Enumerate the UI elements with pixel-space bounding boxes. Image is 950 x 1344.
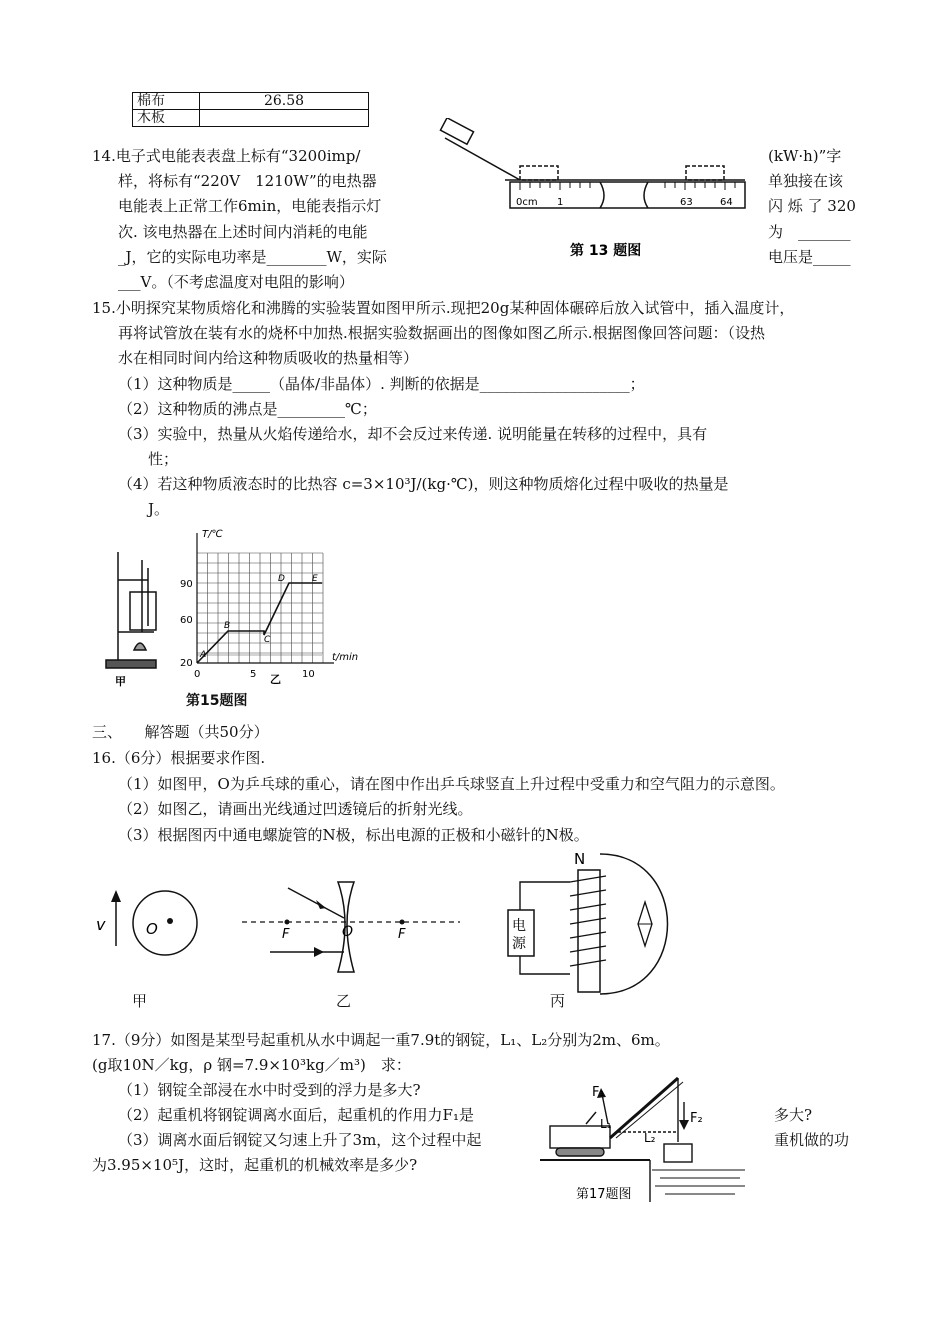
figure-15-apparatus xyxy=(100,540,170,690)
q15-sub-4b: J。 xyxy=(148,500,170,518)
y-tick-60: 60 xyxy=(180,615,193,626)
table-row xyxy=(133,93,369,110)
q15-sub-2: （2）这种物质的沸点是_________℃； xyxy=(118,400,377,418)
ruler-label-63: 63 xyxy=(680,197,693,208)
point-e: E xyxy=(312,574,318,584)
q14-line-1: 14.电子式电能表表盘上标有“3200imp/ xyxy=(92,147,361,165)
crane-tracks xyxy=(556,1148,604,1156)
cart-start xyxy=(520,166,558,180)
q17-sub-2-right: 多大? xyxy=(774,1106,813,1124)
figure-17-caption: 第17题图 xyxy=(576,1187,632,1202)
q14-line-3: 电能表上正常工作6min，电能表指示灯 xyxy=(118,197,382,215)
q15-line-1: 15.小明探究某物质熔化和沸腾的实验装置如图甲所示.现把20g某种固体碾碎后放入试管中，插入温度计， xyxy=(92,299,795,317)
steel-ingot xyxy=(664,1144,692,1162)
q17-sub-3-right: 重机做的功 xyxy=(774,1131,850,1149)
q17-sub-2: （2）起重机将钢锭调离水面后，起重机的作用力F₁是 xyxy=(118,1106,474,1124)
x-tick-5: 5 xyxy=(250,669,257,680)
incident-ray-1 xyxy=(288,888,344,918)
table-cell-material: 棉布 xyxy=(133,93,200,110)
water-lines xyxy=(652,1170,745,1194)
q15-sub-4: （4）若这种物质液态时的比热容 c=3×10³J/(kg·℃)，则这种物质熔化过程中吸收的热量是 xyxy=(118,475,729,493)
label-jia: 甲 xyxy=(115,675,126,688)
velocity-label: v xyxy=(96,915,106,934)
cart-end xyxy=(686,166,724,180)
center-of-gravity xyxy=(167,918,173,924)
ruler-break xyxy=(600,182,648,208)
y-tick-20: 20 xyxy=(180,658,193,669)
q16-sub-2: （2）如图乙，请画出光线通过凹透镜后的折射光线。 xyxy=(118,800,473,818)
figure-16-ball xyxy=(90,878,215,958)
table-cell-value xyxy=(200,110,369,127)
figure-13-caption: 第 13 题图 xyxy=(570,243,642,259)
incline-line xyxy=(445,138,520,180)
label-yi: 乙 xyxy=(270,673,281,686)
focus-right xyxy=(400,920,405,925)
q14-right-3: 闪 烁 了 320 xyxy=(768,197,856,215)
friction-table xyxy=(132,92,369,127)
ruler-label-1: 1 xyxy=(557,197,564,208)
focus-right-label: F xyxy=(398,927,406,942)
q14-right-2: 单独接在该 xyxy=(768,172,844,190)
q14-right-4: 为 _______ xyxy=(768,223,851,241)
l1-label: L₁ xyxy=(600,1117,612,1131)
q17-sub-3: （3）调离水面后钢锭又匀速上升了3m，这个过程中起 xyxy=(118,1131,482,1149)
q14-line-5: _J，它的实际电功率是________W，实际 xyxy=(118,248,387,266)
optical-center-label: O xyxy=(342,924,354,940)
ruler-label-64: 64 xyxy=(720,197,733,208)
figure-17-crane xyxy=(540,1072,755,1207)
q14-line-4: 次. 该电热器在上述时间内消耗的电能 xyxy=(118,223,368,241)
q16-title: 16.（6分）根据要求作图. xyxy=(92,749,266,767)
q17-line-1: 17.（9分）如图是某型号起重机从水中调起一重7.9t的钢锭，L₁、L₂分别为2m、6m。 xyxy=(92,1031,670,1049)
power-label-2: 源 xyxy=(512,936,526,952)
x-axis-label: t/min xyxy=(332,652,359,663)
ping-pong-ball xyxy=(133,891,197,955)
figure-16-lens xyxy=(240,880,465,980)
q16-sub-3: （3）根据图丙中通电螺旋管的N极，标出电源的正极和小磁针的N极。 xyxy=(118,826,589,844)
magnetic-field-line xyxy=(600,854,668,994)
label-bing-16: 丙 xyxy=(550,992,566,1010)
figure-13-incline xyxy=(430,118,760,263)
arrow-head-icon xyxy=(314,947,324,957)
q15-line-3: 水在相同时间内给这种物质吸收的热量相等） xyxy=(118,349,419,367)
q17-line-2: (g取10N／kg，ρ 钢=7.9×10³kg／m³) 求： xyxy=(92,1056,411,1074)
ruler-label-0: 0cm xyxy=(516,197,538,208)
q14-line-2: 样，将标有“220V 1210W”的电热器 xyxy=(118,172,377,190)
point-d: D xyxy=(278,574,285,584)
q14-line-6: ___V。（不考虑温度对电阻的影响） xyxy=(118,273,354,291)
x-tick-0: 0 xyxy=(194,669,201,680)
focus-left-label: F xyxy=(282,927,290,942)
section-3-title: 三、 解答题（共50分） xyxy=(92,723,269,741)
f2-label: F₂ xyxy=(690,1111,703,1126)
arrow-head-icon xyxy=(679,1120,689,1130)
wire-bottom xyxy=(520,956,570,974)
y-tick-90: 90 xyxy=(180,579,193,590)
center-label: O xyxy=(146,920,158,938)
q15-sub-3: （3）实验中，热量从火焰传递给水，却不会反过来传递. 说明能量在转移的过程中，具有 xyxy=(118,425,708,443)
q17-sub-1: （1）钢锭全部浸在水中时受到的浮力是多大? xyxy=(118,1081,421,1099)
point-c: C xyxy=(264,635,271,645)
table-cell-value: 26.58 xyxy=(200,93,369,110)
table-row xyxy=(133,110,369,127)
point-a: A xyxy=(200,650,207,660)
q15-sub-1: （1）这种物质是_____（晶体/非晶体）. 判断的依据是____________________； xyxy=(118,375,645,393)
north-pole-label: N xyxy=(574,850,586,868)
arrow-head-icon xyxy=(111,890,121,902)
wire-top xyxy=(520,882,570,910)
figure-15-chart xyxy=(172,525,372,690)
focus-left xyxy=(285,920,290,925)
figure-15-caption: 第15题图 xyxy=(186,693,248,709)
q15-line-2: 再将试管放在装有水的烧杯中加热.根据实验数据画出的图像如图乙所示.根据图像回答问题：（设热 xyxy=(118,324,766,342)
point-b: B xyxy=(224,621,231,631)
l2-label: L₂ xyxy=(644,1131,656,1145)
y-axis-label: T/℃ xyxy=(202,529,223,540)
figure-16-solenoid xyxy=(500,848,680,998)
ruler xyxy=(510,182,745,208)
cart-on-incline xyxy=(440,118,473,144)
q14-right-1: (kW·h)”字 xyxy=(768,147,842,165)
x-tick-10: 10 xyxy=(302,669,315,680)
f1-label: F₁ xyxy=(592,1085,605,1100)
label-jia-16: 甲 xyxy=(132,992,148,1010)
table-cell-material: 木板 xyxy=(133,110,200,127)
power-label-1: 电 xyxy=(512,918,526,934)
label-yi-16: 乙 xyxy=(336,992,352,1010)
q14-right-5: 电压是_____ xyxy=(768,248,851,266)
q16-sub-1: （1）如图甲，O为乒乓球的重心，请在图中作出乒乓球竖直上升过程中受重力和空气阻力的示意图。 xyxy=(118,775,785,793)
solenoid-core xyxy=(578,870,600,992)
q17-sub-4: 为3.95×10⁵J，这时，起重机的机械效率是多少? xyxy=(92,1156,418,1174)
q15-sub-3b: 性； xyxy=(148,450,179,468)
crane-boom xyxy=(610,1078,678,1138)
